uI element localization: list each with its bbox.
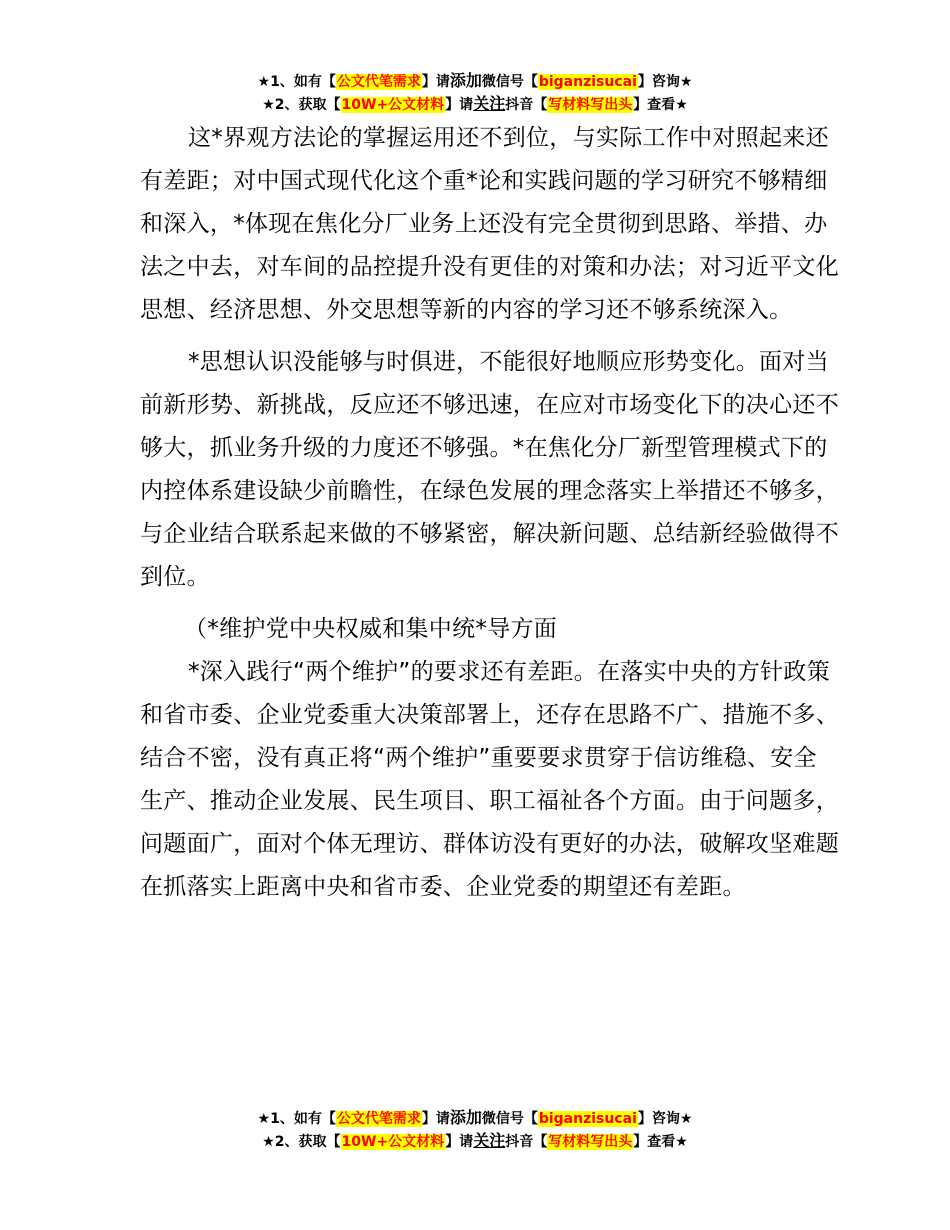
section-heading: （*维护党中央权威和集中统*导方面 <box>184 616 558 642</box>
highlight-douyin: 写材料写出头 <box>548 1134 633 1150</box>
document-body <box>140 117 840 909</box>
paragraph-3: *深入践行“两个维护”的要求还有差距。在落实中央的方针政策和省市委、企业党委重大决策部署上，还存在思路不广、措施不多、结合不密，没有真正将“两个维护”重要要求贯穿于信访维稳、安全生产、推动企业发展、民生项目、职工福祉各个方面。由于问题多，问题面广，面对个体无理访、群体访没有更好的办法，破解攻坚难题在抓落实上距离中央和省市委、企业党委的期望还有差距。 <box>140 659 839 900</box>
highlight-service: 公文代笔需求 <box>336 1111 421 1127</box>
paragraph-2: *思想认识没能够与时俱进，不能很好地顺应形势变化。面对当前新形势、新挑战，反应还不够迅速，在应对市场变化下的决心还不够大，抓业务升级的力度还不够强。*在焦化分厂新型管理模式下的内控体系建设缺少前瞻性，在绿色发展的理念落实上举措还不够多，与企业结合联系起来做的不够紧密，解决新问题、总结新经验做得不到位。 <box>140 349 839 590</box>
promo-line-2: ★2、获取【10W+公文材料】请关注抖音【写材料写出头】查看★ <box>262 1131 688 1150</box>
promo-line-1: ★1、如有【公文代笔需求】请添加微信号【biganzisucai】咨询★ <box>257 1108 693 1127</box>
promo-banner-top <box>0 70 950 116</box>
highlight-wechat-id: biganzisucai <box>538 74 637 90</box>
paragraph-1: 这*界观方法论的掌握运用还不到位，与实际工作中对照起来还有差距；对中国式现代化这个重*论和实践问题的学习研究不够精细和深入，*体现在焦化分厂业务上还没有完全贯彻到思路、举措、办法之中去，对车间的品控提升没有更佳的对策和办法；对习近平文化思想、经济思想、外交思想等新的内容的学习还不够系统深入。 <box>140 125 839 323</box>
highlight-douyin: 写材料写出头 <box>548 97 633 113</box>
highlight-materials: 10W+公文材料 <box>341 1134 445 1150</box>
promo-line-2: ★2、获取【10W+公文材料】请关注抖音【写材料写出头】查看★ <box>262 94 688 113</box>
promo-banner-bottom <box>0 1107 950 1153</box>
highlight-wechat-id: biganzisucai <box>538 1111 637 1127</box>
highlight-service: 公文代笔需求 <box>336 74 421 90</box>
highlight-materials: 10W+公文材料 <box>341 97 445 113</box>
promo-line-1: ★1、如有【公文代笔需求】请添加微信号【biganzisucai】咨询★ <box>257 71 693 90</box>
